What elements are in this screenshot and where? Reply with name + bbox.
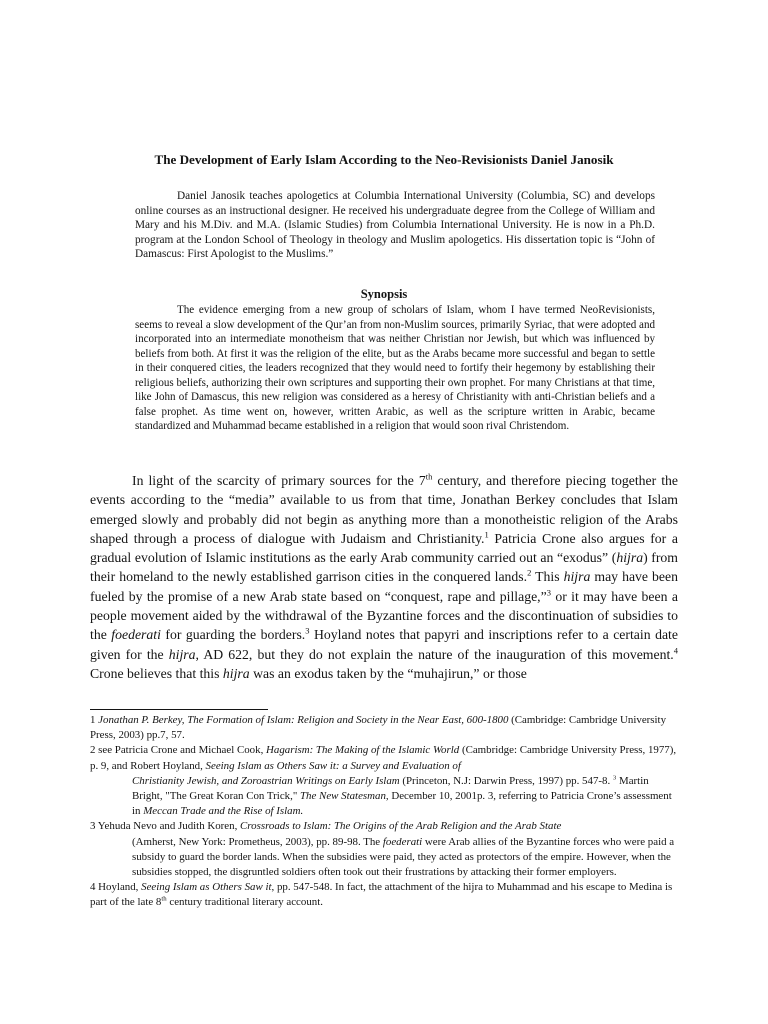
page-title: The Development of Early Islam According to the Neo-Revisionists Daniel Janosik xyxy=(154,152,614,167)
main-text: Crone believes that this xyxy=(90,665,223,681)
footnote-text: (Amherst, New York: Prometheus, 2003), pp. 89-98. The xyxy=(132,835,383,848)
main-text: may have been fueled by the promise of a new Arab state based on “conquest, rape and pillage,” xyxy=(90,569,678,604)
footnote-text: were Arab allies of the Byzantine forces who were paid a subsidy to guard the border lands. When the subsidies were paid, they acted as protectors of the empire. However, when the subsidies stopped, the disgruntled soldiers often took out their frustrations by attacking their former employers. xyxy=(132,835,675,879)
italic-term: foederati xyxy=(111,627,161,643)
footnote-ref-4[interactable]: 4 xyxy=(673,645,678,656)
synopsis-heading: Synopsis xyxy=(360,287,408,301)
main-text: This xyxy=(531,569,564,585)
main-text: Patricia Crone also argues for a gradual evolution of Islamic institutions as the early Arab community carried out an “exodus” ( xyxy=(90,530,678,566)
main-text: ) from their homeland to the newly established garrison cities in the conquered lands. xyxy=(90,550,678,585)
footnote-text: (Princeton, N.J: Darwin Press, 1997) pp. 547-8. xyxy=(399,774,613,787)
footnote-hanging-line xyxy=(90,835,678,881)
citation-title: The New Statesman, xyxy=(300,790,389,803)
footnote-1 xyxy=(90,713,678,743)
superscript: 3 xyxy=(612,774,617,782)
main-text: In light of the scarcity of primary sources for the 7 xyxy=(132,473,426,488)
footnote-text: Martin Bright, "The Great Koran Con Trick," xyxy=(132,774,649,803)
superscript: th xyxy=(425,471,433,482)
citation-title: Christianity Jewish, and Zoroastrian Writings on Early Islam xyxy=(132,774,400,787)
footnote-2 xyxy=(90,743,678,819)
footnote-ref-1[interactable]: 1 xyxy=(484,529,489,540)
superscript: th xyxy=(161,895,167,903)
italic-term: hijra xyxy=(616,550,644,566)
citation-title: Jonathan P. Berkey, The Formation of Islam: Religion and Society in the Near East, 600-1800 xyxy=(98,714,509,726)
footnote-ref-3[interactable]: 3 xyxy=(546,587,551,598)
footnote-text: 4 Hoyland, xyxy=(90,881,142,894)
italic-term: hijra xyxy=(222,665,250,681)
italic-term: hijra xyxy=(168,646,196,662)
footnotes xyxy=(90,713,678,911)
footnote-divider xyxy=(90,709,268,710)
footnote-text: (Cambridge: Cambridge University Press, 1977), p. 9, and Robert Hoyland, xyxy=(90,744,677,772)
italic-term: hijra xyxy=(563,569,591,585)
footnote-number: 1 xyxy=(90,714,99,726)
footnote-text: century traditional literary account. xyxy=(166,896,323,909)
footnote-text: 3 Yehuda Nevo and Judith Koren, xyxy=(90,820,241,833)
footnote-text: 2 see Patricia Crone and Michael Cook, xyxy=(90,744,267,757)
main-text: century, and therefore piecing together the events according to the “media” available to us from that time, Jonathan Berkey concludes that Islam emerged slowly and probably did not begin as anything more than a monotheistic religion of the Arabs shaped through a process of dialogue with Judaism and Christianity. xyxy=(90,473,679,546)
citation-title: Seeing Islam as Others Saw it: a Survey and Evaluation of xyxy=(205,759,461,772)
main-text: or it may have been a people movement aided by the withdrawal of the Byzantine forces and the discontinuation of subsidies to the xyxy=(90,588,678,643)
main-text: was an exodus taken by the “muhajirun,” or those xyxy=(249,665,527,681)
footnote-4 xyxy=(90,880,678,910)
footnote-3 xyxy=(90,819,678,880)
footnote-ref-2[interactable]: 2 xyxy=(527,567,532,578)
main-text: , AD 622, but they do not explain the nature of the inauguration of this movement. xyxy=(195,646,674,662)
synopsis-text: The evidence emerging from a new group of scholars of Islam, whom I have termed NeoRevisionists, seems to reveal a slow development of the Qur’an from non-Muslim sources, primarily Syriac, that were adopted and incorporated into an intermediate monotheism that was neither Christian nor Jewish, but which was influenced by beliefs from both. At first it was the religion of the elite, but as the Arabs became more successful and began to settle in their conquered cities, the leaders recognized that they would need to fortify their hegemony by establishing their religious beliefs, authorizing their own scriptures and supporting their own prophet. For many Christians at that time, like John of Damascus, this new religion was considered as a heresy of Christianity with anti-Christian beliefs and a false prophet. As time went on, however, written Arabic, as well as the scripture written in Arabic, became standardized and Muhammad became established in a religion that would soon rival Christendom. xyxy=(135,304,655,433)
citation-title: Crossroads to Islam: The Origins of the Arab Religion and the Arab State xyxy=(240,820,562,833)
author-bio: Daniel Janosik teaches apologetics at Columbia International University (Columbia, SC) and develops online courses as an instructional designer. He received his undergraduate degree from the College of William and Mary and his M.Div. and M.A. (Islamic Studies) from Columbia International University. He is now in a Ph.D. program at the London School of Theology in theology and Muslim apologetics. His dissertation topic is “John of Damascus: First Apologist to the Muslims.” xyxy=(135,190,655,261)
citation-title: Hagarism: The Making of the Islamic World xyxy=(266,744,460,757)
footnote-text: , pp. 547-548. In fact, the attachment of the hijra to Muhammad and his escape to Medina is part of the late 8 xyxy=(90,881,673,909)
footnote-text: (Cambridge: Cambridge University Press, 2003) pp.7, 57. xyxy=(90,714,667,742)
footnote-ref-3[interactable]: 3 xyxy=(305,625,310,636)
footnote-text: December 10, 2001p. 3, referring to Patricia Crone’s assessment in xyxy=(132,790,672,818)
citation-title: Seeing Islam as Others Saw it xyxy=(141,881,272,894)
citation-title: Meccan Trade and the Rise of Islam. xyxy=(143,805,304,818)
italic-term: foederati xyxy=(382,835,423,848)
main-text: Hoyland notes that papyri and inscriptions refer to a certain date given for the xyxy=(90,627,678,662)
main-text: for guarding the borders. xyxy=(160,627,306,643)
main-paragraph xyxy=(90,471,678,683)
footnote-hanging-line xyxy=(90,774,678,820)
